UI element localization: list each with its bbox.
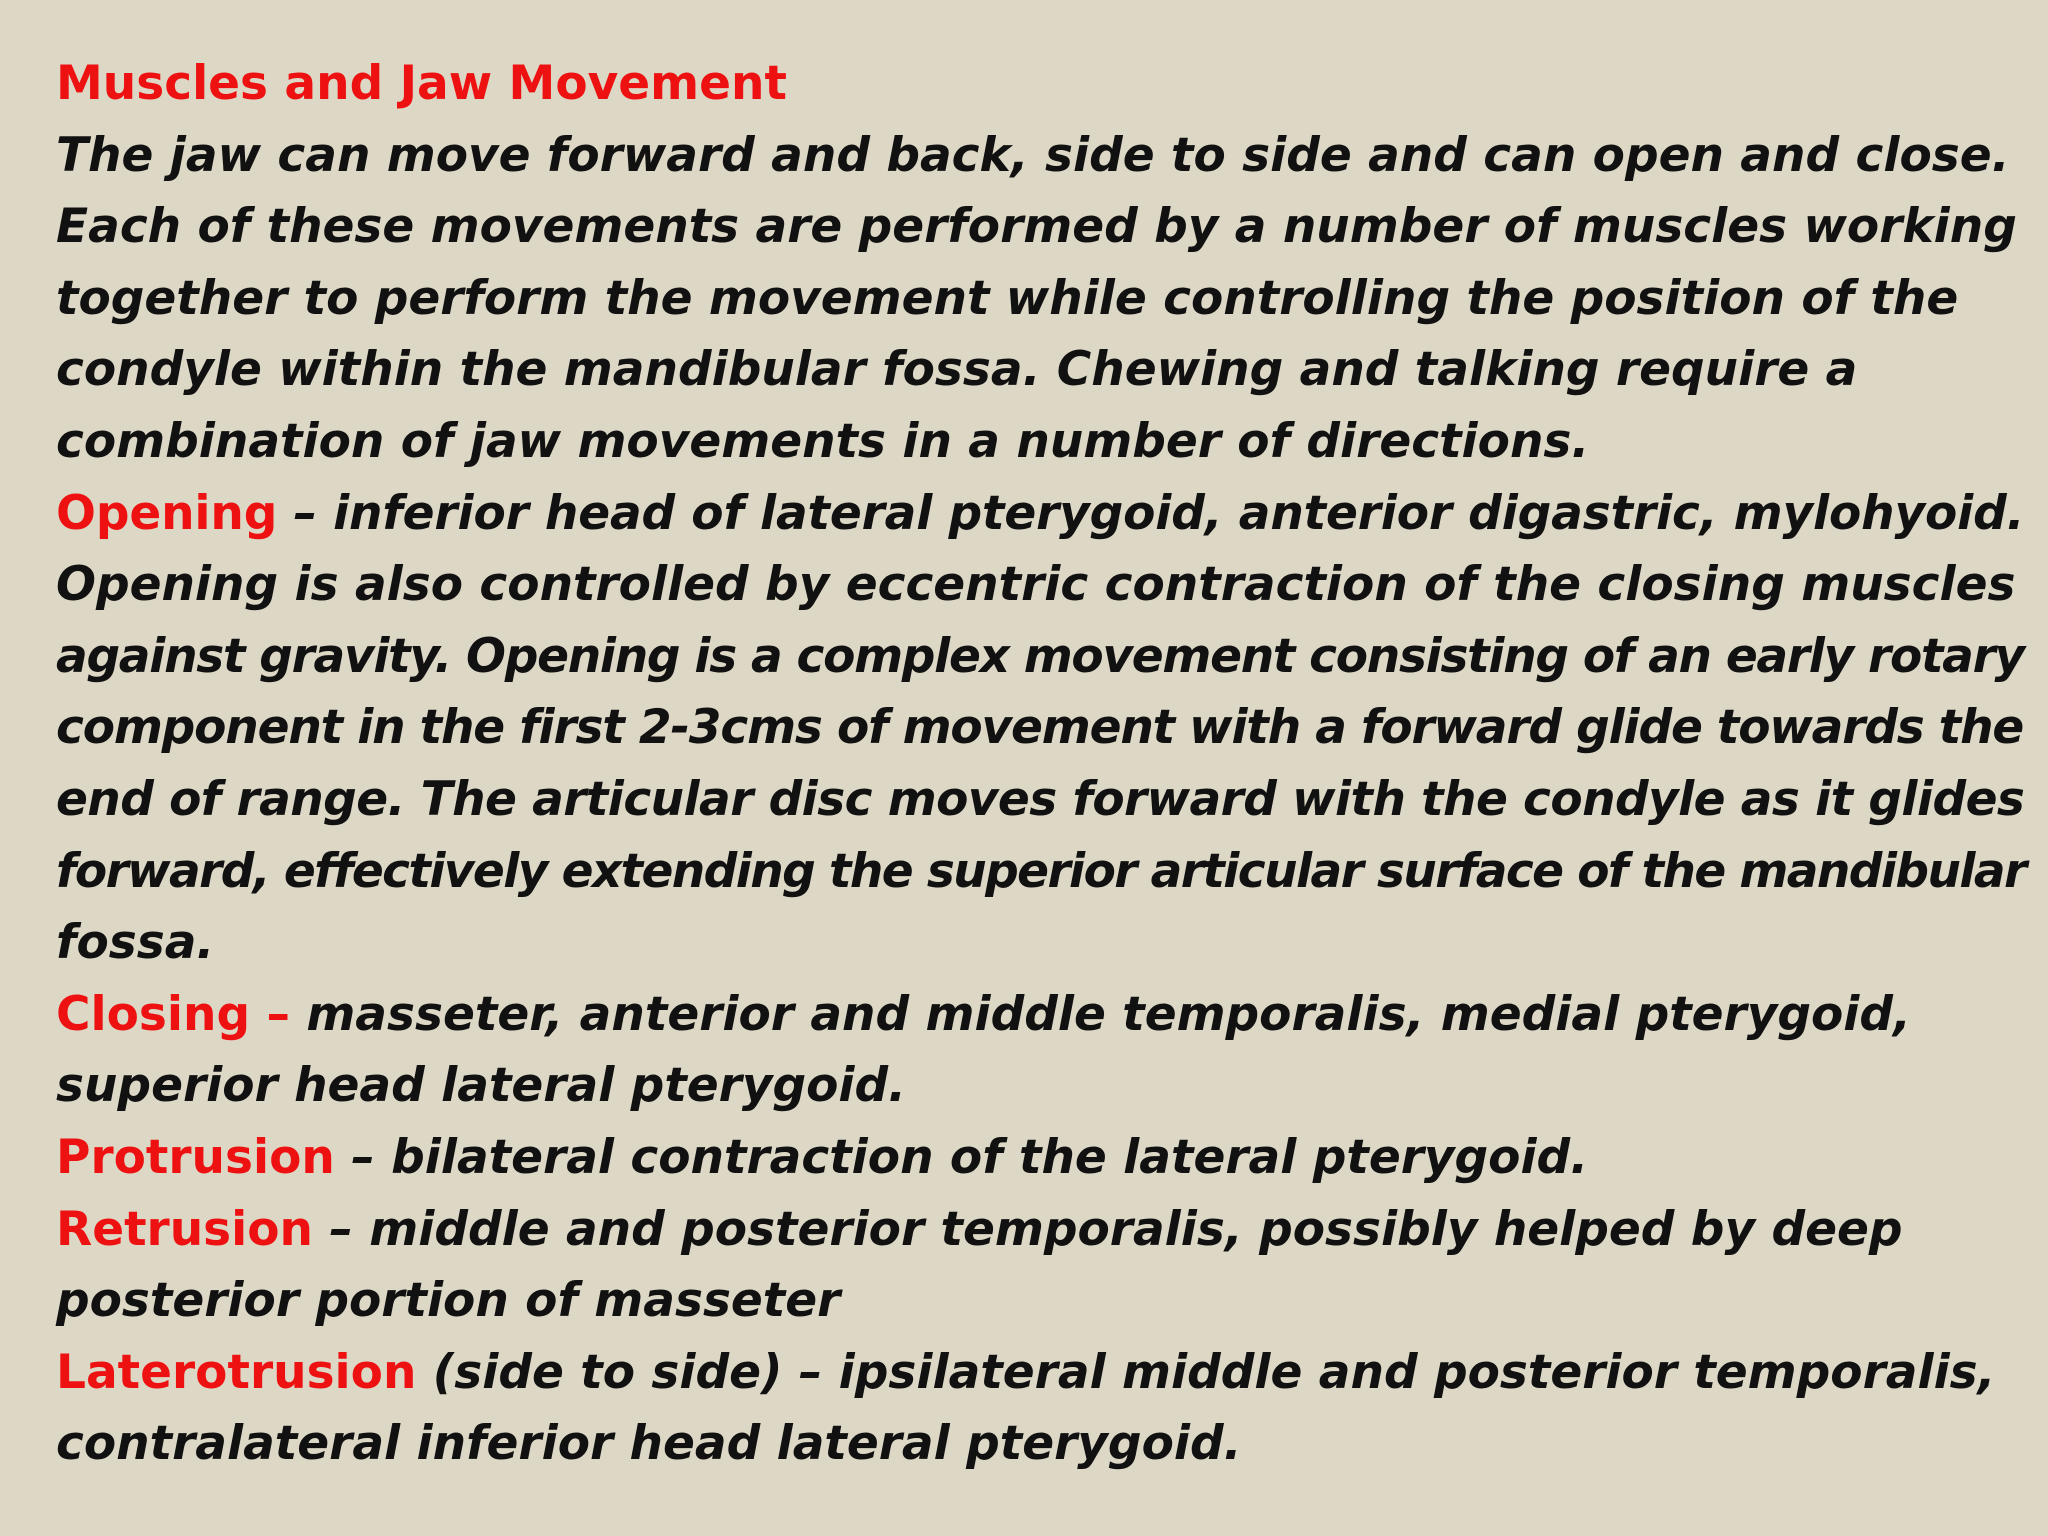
intro-line: together to perform the movement while controlling the position of the <box>56 270 1959 326</box>
opening-term: Opening <box>56 485 278 541</box>
intro-line: condyle within the mandibular fossa. Chewing and talking require a <box>56 342 1858 398</box>
protrusion-term: Protrusion <box>56 1129 335 1185</box>
closing-term: Closing <box>56 986 251 1042</box>
closing-entry <box>56 979 2012 1051</box>
laterotrusion-entry <box>56 1337 2012 1409</box>
retrusion-description: – middle and posterior temporalis, possibly helped by deep <box>313 1201 1903 1257</box>
opening-detail-line: fossa. <box>56 915 215 971</box>
opening-detail-line: end of range. The articular disc moves forward with the condyle as it glides <box>56 771 2025 827</box>
protrusion-description: – bilateral contraction of the lateral pterygoid. <box>334 1129 1589 1185</box>
laterotrusion-description: (side to side) – ipsilateral middle and posterior temporalis, <box>416 1344 1996 1400</box>
intro-line: combination of jaw movements in a number of directions. <box>56 413 1590 469</box>
protrusion-entry <box>56 1122 2012 1194</box>
opening-description: – inferior head of lateral pterygoid, anterior digastric, mylohyoid. <box>277 485 2025 541</box>
opening-detail-line: against gravity. Opening is a complex movement consisting of an early rotary <box>56 628 2024 684</box>
closing-dash: – <box>250 986 290 1042</box>
slide-title: Muscles and Jaw Movement <box>56 56 787 111</box>
laterotrusion-detail-line: contralateral inferior head lateral pterygoid. <box>56 1416 1242 1472</box>
opening-detail-line: component in the first 2-3cms of movement with a forward glide towards the <box>56 700 2024 756</box>
laterotrusion-term: Laterotrusion <box>56 1344 417 1400</box>
intro-line: Each of these movements are performed by a number of muscles working <box>56 199 2017 255</box>
opening-detail-line: Opening is also controlled by eccentric contraction of the closing muscles <box>56 557 2016 613</box>
retrusion-detail-line: posterior portion of masseter <box>56 1273 841 1329</box>
opening-detail-line: forward, effectively extending the superior articular surface of the mandibular <box>56 843 2026 899</box>
retrusion-term: Retrusion <box>56 1201 314 1257</box>
retrusion-entry <box>56 1194 2012 1266</box>
intro-line: The jaw can move forward and back, side to side and can open and close. <box>56 127 2010 183</box>
opening-entry <box>56 478 2025 550</box>
closing-description: masseter, anterior and middle temporalis, medial pterygoid, <box>289 986 1911 1042</box>
closing-detail-line: superior head lateral pterygoid. <box>56 1058 907 1114</box>
